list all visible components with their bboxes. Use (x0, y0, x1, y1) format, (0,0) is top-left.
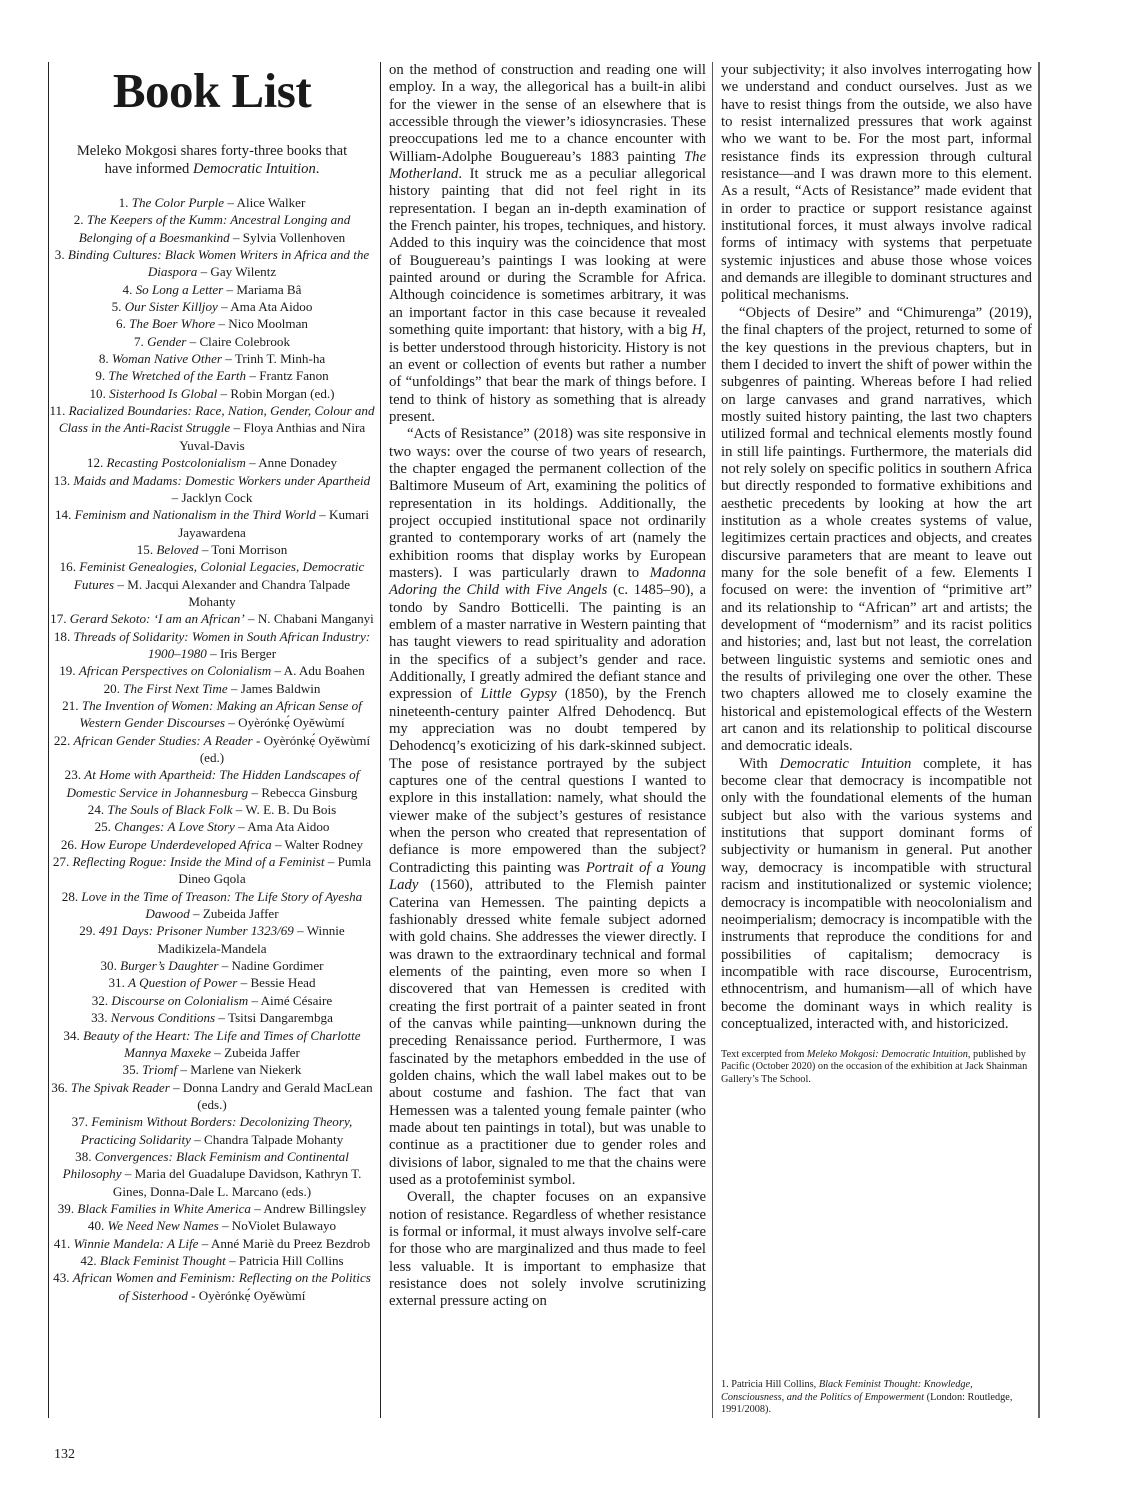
book-list-item (49, 506, 375, 541)
book-list-item (49, 472, 375, 507)
book-author: Winnie Madikizela-Mandela (157, 923, 345, 956)
book-list-item (49, 957, 375, 974)
intro-prefix: Meleko Mokgosi shares forty-three books that have informed (76, 143, 348, 177)
book-separator: – (218, 958, 232, 974)
book-title: A Question of Power (128, 975, 238, 991)
book-number: 28. (61, 888, 82, 904)
book-number: 18. (53, 628, 74, 644)
book-separator: – (232, 802, 246, 818)
book-author: Gay Wilentz (210, 264, 277, 280)
book-separator: – (315, 507, 329, 523)
book-separator: – (271, 836, 285, 852)
book-separator: – (189, 906, 203, 922)
italic-title: Democratic Intuition (779, 755, 912, 772)
paragraph: “Objects of Desire” and “Chimurenga” (2019), the final chapters of the project, returned to some of the key questions in the previous chapters, but in them I decided to invert the shift of power within the subgenres of painting. Whereas before I had relied on large canvases and grand narratives, which mostly suited history painting, the last two chapters utilized formal and technical elements mostly found in still life paintings. Furthermore, the materials did not rely solely on specific politics in southern Africa but directly responded to formative exhibitions and aesthetic precedents by looking at how the art institution as a whole creates systems of value, legitimizes certain practices and objects, and creates discursive parameters that are meant to leave out many for the sole benefit of a few. Elements I focused on were: the invention of “primitive art” and its relationship to “African” art and artists; the development of “modernism” and its racist politics and histories; and, last but not least, the correlation between linguistic systems and semiotic ones and the results of privileging one over the other. These two chapters allowed me to closely examine the historical and epistemological effects of the Western art canon and its relationship to political discourse and democratic ideals. (721, 304, 1032, 755)
book-number: 25. (94, 819, 115, 835)
book-title: The Boer Whore (129, 316, 216, 332)
book-author: Andrew Billingsley (263, 1200, 367, 1216)
book-number: 42. (80, 1252, 100, 1268)
italic-title: The Motherland (389, 148, 706, 183)
book-title: At Home with Apartheid: The Hidden Landscapes of Domestic Service in Johannesburg (66, 767, 360, 800)
book-number: 38. (75, 1148, 95, 1164)
book-separator: – (221, 351, 235, 367)
book-number: 20. (103, 680, 124, 696)
book-title: Black Families in White America (77, 1200, 251, 1216)
book-list-item (49, 1269, 375, 1304)
book-number: 33. (91, 1010, 111, 1026)
book-number: 22. (53, 732, 74, 748)
book-number: 30. (100, 958, 121, 974)
intro-italic-title: Democratic Intuition (192, 160, 316, 177)
book-title: Love in the Time of Treason: The Life Story of Ayesha Dawood (81, 888, 363, 922)
book-title: Triomf (142, 1062, 178, 1078)
book-title: We Need New Names (107, 1218, 219, 1234)
book-separator: – (186, 333, 200, 349)
book-number: 5. (111, 299, 125, 315)
book-author: Kumari Jayawardena (178, 507, 369, 540)
book-number: 24. (87, 802, 108, 818)
paragraph: your subjectivity; it also involves interrogating how we understand and conduct ourselves. Just as we have to resist things from the outside, we also have to resist internalized pressures that work against who we want to be. For the most part, informal resistance finds its expression through cultural resistance—and I was drawn more to this element. As a result, “Acts of Resistance” made evident that in order to practice or support resistance against institutional forces, it must always involve radical forms of intimacy with systems that perpetuate systemic injustices and abuse those whose voices and demands are illegible to dominant structures and political mechanisms. (721, 62, 1032, 304)
book-title: Discourse on Colonialism (111, 992, 249, 1008)
book-title: The Spivak Reader (70, 1079, 170, 1095)
book-number: 14. (54, 507, 75, 523)
book-list-item (49, 628, 375, 663)
book-author: Maria del Guadalupe Davidson, Kathryn T. Gines, Donna-Dale L. Marcano (eds.) (112, 1166, 362, 1199)
book-title: Beloved (156, 541, 199, 557)
book-separator: – (271, 663, 284, 679)
book-author: Trinh T. Minh-ha (234, 351, 326, 367)
intro-text (49, 143, 375, 178)
book-author: Floya Anthias and Nira Yuval-Davis (179, 420, 366, 453)
italic-title: Portrait of a Young Lady (389, 859, 707, 894)
book-list-item (49, 1235, 375, 1252)
book-list-item (49, 350, 375, 367)
book-separator: – (293, 923, 307, 939)
book-author: Oyèrónkẹ́ Oyěwùmí (238, 715, 345, 731)
book-author: Nico Moolman (228, 316, 308, 332)
book-separator: – (229, 229, 243, 245)
book-number: 23. (64, 767, 85, 783)
book-number: 4. (122, 281, 136, 297)
book-author: Ama Ata Aidoo (247, 819, 330, 835)
book-author: James Baldwin (240, 680, 321, 696)
book-number: 15. (136, 541, 157, 557)
book-title: African Gender Studies: A Reader (73, 732, 253, 748)
book-author: M. Jacqui Alexander and Chandra Talpade Mohanty (127, 576, 351, 609)
book-title: Gerard Sekoto: ‘I am an African’ (69, 611, 245, 627)
book-number: 6. (116, 316, 130, 332)
book-separator: – (246, 368, 260, 384)
page-number: 132 (54, 1447, 75, 1462)
book-author: Zubeida Jaffer (202, 906, 279, 922)
book-separator: – (169, 1079, 183, 1095)
book-title: Nervous Conditions (110, 1010, 216, 1026)
book-list-item (49, 385, 375, 402)
book-number: 34. (63, 1027, 84, 1043)
book-list-item (49, 402, 375, 454)
italic-title: Little Gypsy (480, 686, 557, 703)
book-list-item (49, 1200, 375, 1217)
book-number: 36. (51, 1079, 71, 1095)
book-title: Woman Native Other (111, 351, 222, 367)
book-separator: – (198, 1235, 211, 1251)
book-author: Oyèrónkẹ́ Oyěwùmí (ed.) (199, 732, 371, 765)
book-number: 3. (54, 247, 68, 263)
book-separator: – (114, 576, 128, 592)
book-separator: – (223, 281, 237, 297)
book-author: Marlene van Niekerk (190, 1062, 302, 1078)
book-separator: – (218, 1218, 232, 1234)
book-title: Our Sister Killjoy (124, 299, 218, 315)
book-author: Claire Colebrook (199, 333, 290, 349)
book-separator: – (217, 385, 231, 401)
book-separator: - (252, 732, 264, 748)
book-number: 21. (62, 697, 82, 713)
book-number: 16. (59, 559, 80, 575)
book-title: The Color Purple (131, 195, 225, 210)
paragraph: “Acts of Resistance” (2018) was site responsive in two ways: over the course of two years of research, the chapter engaged the permanent collection of the Baltimore Museum of Art, examining the politics of representation in its holdings. Additionally, the project occupied institutional space not ordinarily granted to contemporary works of art (namely the exhibition rooms that display works by European masters). I was particularly drawn to Madonna Adoring the Child with Five Angels (c. 1485–90), a tondo by Sandro Botticelli. The painting is an emblem of a master narrative in Western painting that has taught viewers to read spirituality and adoration in the specifics of a subject’s gender and race. Additionally, I greatly admired the defiant stance and expression of Little Gypsy (1850), by the French nineteenth-century painter Alfred Dehodencq. But my appreciation was no doubt tempered by Dehodencq’s exoticizing of his dark-skinned subject. The pose of resistance portrayed by the subject captures one of the central questions I wanted to explore in this installation: namely, what should the viewer make of the subject’s gestures of resistance when the person who created that representation of defiance is more empowered than the subject? Contradicting this painting was Portrait of a Young Lady (1560), attributed to the Flemish painter Caterina van Hemessen. The painting depicts a fashionably dressed white female subject adorned with gold chains. She addresses the viewer directly. I was drawn to the extraordinary technical and formal elements of the painting, even more so when I discovered that van Hemessen is credited with creating the first portrait of a painter seated in front of the canvas while painting—unknown during the preceding Renaissance period. Furthermore, I was fascinated by the metaphors embedded in the use of golden chains, which the wall label makes out to be about costume and fashion. The fact that van Hemessen was a talented young female painter (who made about ten paintings in total), but was unable to continue as a practitioner due to gender roles and divisions of labor, signaled to me that the chains were used as a protofeminist symbol. (389, 426, 707, 1188)
book-list-item (49, 558, 375, 610)
book-separator: – (250, 1200, 264, 1216)
book-title: Convergences: Black Feminism and Continental Philosophy (62, 1148, 349, 1182)
book-title: How Europe Underdeveloped Africa (80, 836, 272, 852)
book-title: Binding Cultures: Black Women Writers in Africa and the Diaspora (67, 247, 370, 280)
intro-suffix: . (315, 160, 320, 177)
book-separator: – (211, 1044, 225, 1060)
book-separator: – (198, 541, 212, 557)
book-separator: – (217, 299, 231, 315)
book-number: 11. (49, 403, 69, 419)
book-number: 32. (91, 992, 112, 1008)
book-separator: – (177, 1062, 191, 1078)
book-number: 43. (53, 1270, 73, 1286)
book-list-column (48, 62, 375, 1418)
book-separator: – (190, 1131, 205, 1147)
italic-title: Meleko Mokgosi: Democratic Intuition (806, 1049, 968, 1061)
book-number: 41. (53, 1235, 74, 1251)
book-separator: – (227, 680, 241, 696)
book-list-item (49, 888, 375, 923)
book-author: Jacklyn Cock (181, 489, 253, 505)
book-list-item (49, 680, 375, 697)
book-number: 17. (50, 611, 70, 627)
book-title: So Long a Letter (135, 281, 224, 297)
excerpt-credit: Text excerpted from Meleko Mokgosi: Democratic Intuition, published by Pacific (October 2020) on the occasion of the exhibition at Jack Shainman Gallery’s The School. (721, 1049, 1028, 1085)
book-number: 37. (71, 1114, 92, 1130)
book-list-item (49, 610, 375, 627)
book-list-item (49, 211, 375, 246)
book-title: Beauty of the Heart: The Life and Times of Charlotte Mannya Maxeke (83, 1027, 361, 1060)
book-list-item (49, 1009, 375, 1026)
book-list (49, 194, 375, 1304)
paragraph: Overall, the chapter focuses on an expansive notion of resistance. Regardless of whether resistance is formal or informal, it must always involve self-care for those who are marginalized and thus made to feel less valuable. It is important to emphasize that resistance does not solely involve scrutinizing external pressure acting on (389, 1189, 706, 1310)
book-title: The Invention of Women: Making an African Sense of Western Gender Discourses (79, 697, 362, 731)
book-list-item (49, 1027, 375, 1062)
book-list-item (49, 541, 375, 558)
book-list-item (49, 697, 375, 732)
book-author: W. E. B. Du Bois (245, 802, 337, 818)
italic-title: H (691, 322, 703, 339)
book-separator: – (248, 992, 261, 1008)
book-list-item (49, 454, 375, 471)
book-author: A. Adu Boahen (283, 663, 365, 679)
book-title: Feminist Genealogies, Colonial Legacies, Democratic Futures (73, 559, 365, 592)
paragraph: on the method of construction and reading one will employ. In a way, the allegorical has a built-in alibi for the viewer in the sense of an elsewhere that is accessible through the viewer’s idiosyncrasies. These preoccupations led me to a chance encounter with William-Adolphe Bouguereau’s 1883 painting The Motherland. It struck me as a peculiar allegorical history painting that did not feel right in its representation. I began an in-depth examination of the French painter, his tropes, techniques, and history. Added to this inquiry was the coincidence that most of Bouguereau’s paintings I was looking at were painted around or during the Scramble for Africa. Although coincidence is sometimes arbitrary, it was an important factor in this case because it revealed something quite important: that history, with a big H, is better understood through historicity. History is not an event or collection of events but rather a number of “unfoldings” that bear the mark of things before. I tend to think of history as something that is already present. (389, 62, 706, 425)
book-number: 9. (95, 368, 109, 384)
book-separator: – (121, 1166, 135, 1182)
book-title: Reflecting Rogue: Inside the Mind of a Feminist (72, 854, 325, 870)
book-list-item (49, 298, 375, 315)
book-list-item (49, 818, 375, 835)
book-list-item (49, 662, 375, 679)
book-title: Gender (147, 333, 187, 349)
book-separator: – (206, 645, 220, 661)
book-list-item (49, 1079, 375, 1114)
book-author: Frantz Fanon (259, 368, 329, 384)
book-title: Sisterhood Is Global (109, 385, 218, 401)
paragraph: With Democratic Intuition complete, it has become clear that democracy is incompatible not only with the foundational elements of the human subject but also with the various systems and institutions that support dominant forms of subjectivity or humanism in general. Put another way, democracy is incompatible with structural racism and institutionalized or systemic violence; democracy is incompatible with neocolonialism and neoimperialism; democracy is incompatible with the instruments that reproduce the conditions for and possibilities of capitalism; democracy is incompatible with race discourse, Eurocentrism, ethnocentrism, and humanism—all of which have become the dominant ways in which reality is conceptualized, interacted with, and historicized. (721, 755, 1032, 1032)
book-title: 491 Days: Prisoner Number 1323/69 (98, 923, 294, 939)
book-list-item (49, 1148, 375, 1200)
book-number: 13. (53, 472, 74, 488)
book-author: Pumla Dineo Gqola (178, 854, 372, 887)
book-separator: – (171, 489, 182, 505)
book-title: Recasting Postcolonialism (106, 455, 246, 471)
book-separator: – (224, 195, 237, 210)
book-author: Patricia Hill Collins (238, 1252, 344, 1268)
book-title: Winnie Mandela: A Life (73, 1235, 199, 1251)
book-author: Mariama Bâ (236, 281, 302, 297)
book-title: The Souls of Black Folk (107, 802, 233, 818)
book-number: 29. (79, 923, 99, 939)
book-list-item (49, 853, 375, 888)
book-title: Feminism Without Borders: Decolonizing Theory, Practicing Solidarity (80, 1114, 353, 1147)
book-number: 31. (108, 975, 129, 991)
book-author: Alice Walker (236, 195, 306, 210)
essay-column-right (712, 62, 1040, 1418)
book-author: N. Chabani Manganyi (257, 611, 374, 627)
book-number: 26. (60, 836, 81, 852)
book-separator: – (244, 611, 258, 627)
book-author: Anne Donadey (258, 455, 338, 471)
book-title: The First Next Time (123, 680, 228, 696)
book-separator: - (187, 1287, 199, 1303)
book-list-item (49, 922, 375, 957)
book-list-item (49, 974, 375, 991)
book-list-item (49, 246, 375, 281)
book-author: Nadine Gordimer (231, 958, 324, 974)
book-list-item (49, 1217, 375, 1234)
book-title: Black Feminist Thought (99, 1252, 226, 1268)
book-title: Feminism and Nationalism in the Third World (74, 507, 316, 523)
book-number: 35. (122, 1062, 143, 1078)
book-author: Chandra Talpade Mohanty (204, 1131, 344, 1147)
book-title: Changes: A Love Story (114, 819, 235, 835)
book-number: 2. (73, 212, 87, 228)
book-separator: – (324, 854, 338, 870)
book-number: 1. (118, 195, 132, 210)
book-author: Walter Rodney (284, 836, 364, 852)
book-author: Toni Morrison (211, 541, 288, 557)
book-title: The Wretched of the Earth (108, 368, 247, 384)
book-separator: – (225, 1252, 239, 1268)
book-separator: – (245, 455, 259, 471)
book-title: African Perspectives on Colonialism (78, 663, 272, 679)
book-list-item (49, 766, 375, 801)
italic-title: Black Feminist Thought: Knowledge, Consciousness, and the Politics of Empowerment (721, 1379, 973, 1403)
book-title: Burger’s Daughter (120, 958, 219, 974)
book-title: Racialized Boundaries: Race, Nation, Gender, Colour and Class in the Anti-Racist Struggle (58, 403, 375, 436)
book-author: Anné Mariè du Preez Bezdrob (210, 1235, 371, 1251)
book-author: Donna Landry and Gerald MacLean (eds.) (182, 1079, 373, 1112)
book-author: Tsitsi Dangarembga (228, 1010, 333, 1026)
book-list-item (49, 1061, 375, 1078)
book-list-item (49, 315, 375, 332)
book-number: 7. (133, 333, 148, 349)
book-author: NoViolet Bulawayo (231, 1218, 337, 1234)
book-author: Aimé Césaire (260, 992, 333, 1008)
book-list-item (49, 333, 375, 350)
book-author: Rebecca Ginsburg (261, 784, 358, 800)
book-list-item (49, 1252, 375, 1269)
book-list-item (49, 732, 375, 767)
book-number: 40. (87, 1218, 108, 1234)
book-list-item (49, 836, 375, 853)
book-author: Iris Berger (219, 645, 277, 661)
book-list-item (49, 992, 375, 1009)
book-author: Zubeida Jaffer (224, 1044, 300, 1060)
essay-column-middle (380, 62, 712, 1418)
book-list-item (49, 801, 375, 818)
book-author: Ama Ata Aidoo (230, 299, 313, 315)
book-author: Robin Morgan (ed.) (230, 385, 335, 401)
footnote: 1. Patricia Hill Collins, Black Feminist Thought: Knowledge, Consciousness, and the Politics of Empowerment (London: Routledge, 1991/2008). (721, 1379, 1013, 1415)
book-separator: – (237, 975, 251, 991)
book-separator: – (248, 784, 262, 800)
book-title: Threads of Solidarity: Women in South African Industry: 1900–1980 (73, 628, 371, 661)
book-separator: – (234, 819, 248, 835)
book-number: 39. (57, 1200, 78, 1216)
book-number: 10. (89, 385, 110, 401)
book-separator: – (215, 1010, 228, 1026)
book-list-item (49, 367, 375, 384)
book-list-item (49, 281, 375, 298)
book-title: The Keepers of the Kumm: Ancestral Longing and Belonging of a Boesmankind (78, 212, 351, 245)
book-separator: – (215, 316, 229, 332)
book-author: Sylvia Vollenhoven (242, 229, 346, 245)
book-separator: – (225, 715, 239, 731)
book-title: Maids and Madams: Domestic Workers under Apartheid (73, 472, 371, 488)
page-title: Book List (112, 63, 312, 118)
italic-title: Madonna Adoring the Child with Five Angels (389, 564, 706, 599)
book-title: African Women and Feminism: Reflecting on the Politics of Sisterhood (72, 1270, 371, 1303)
book-number: 27. (52, 854, 73, 870)
book-number: 19. (59, 663, 79, 679)
book-separator: – (230, 420, 244, 436)
book-author: Oyèrónkẹ́ Oyěwùmí (198, 1287, 306, 1303)
book-number: 12. (86, 455, 107, 471)
book-separator: – (197, 264, 211, 280)
book-number: 8. (98, 351, 112, 367)
book-author: Bessie Head (250, 975, 316, 991)
book-list-item (49, 1113, 375, 1148)
book-list-item (49, 194, 375, 211)
